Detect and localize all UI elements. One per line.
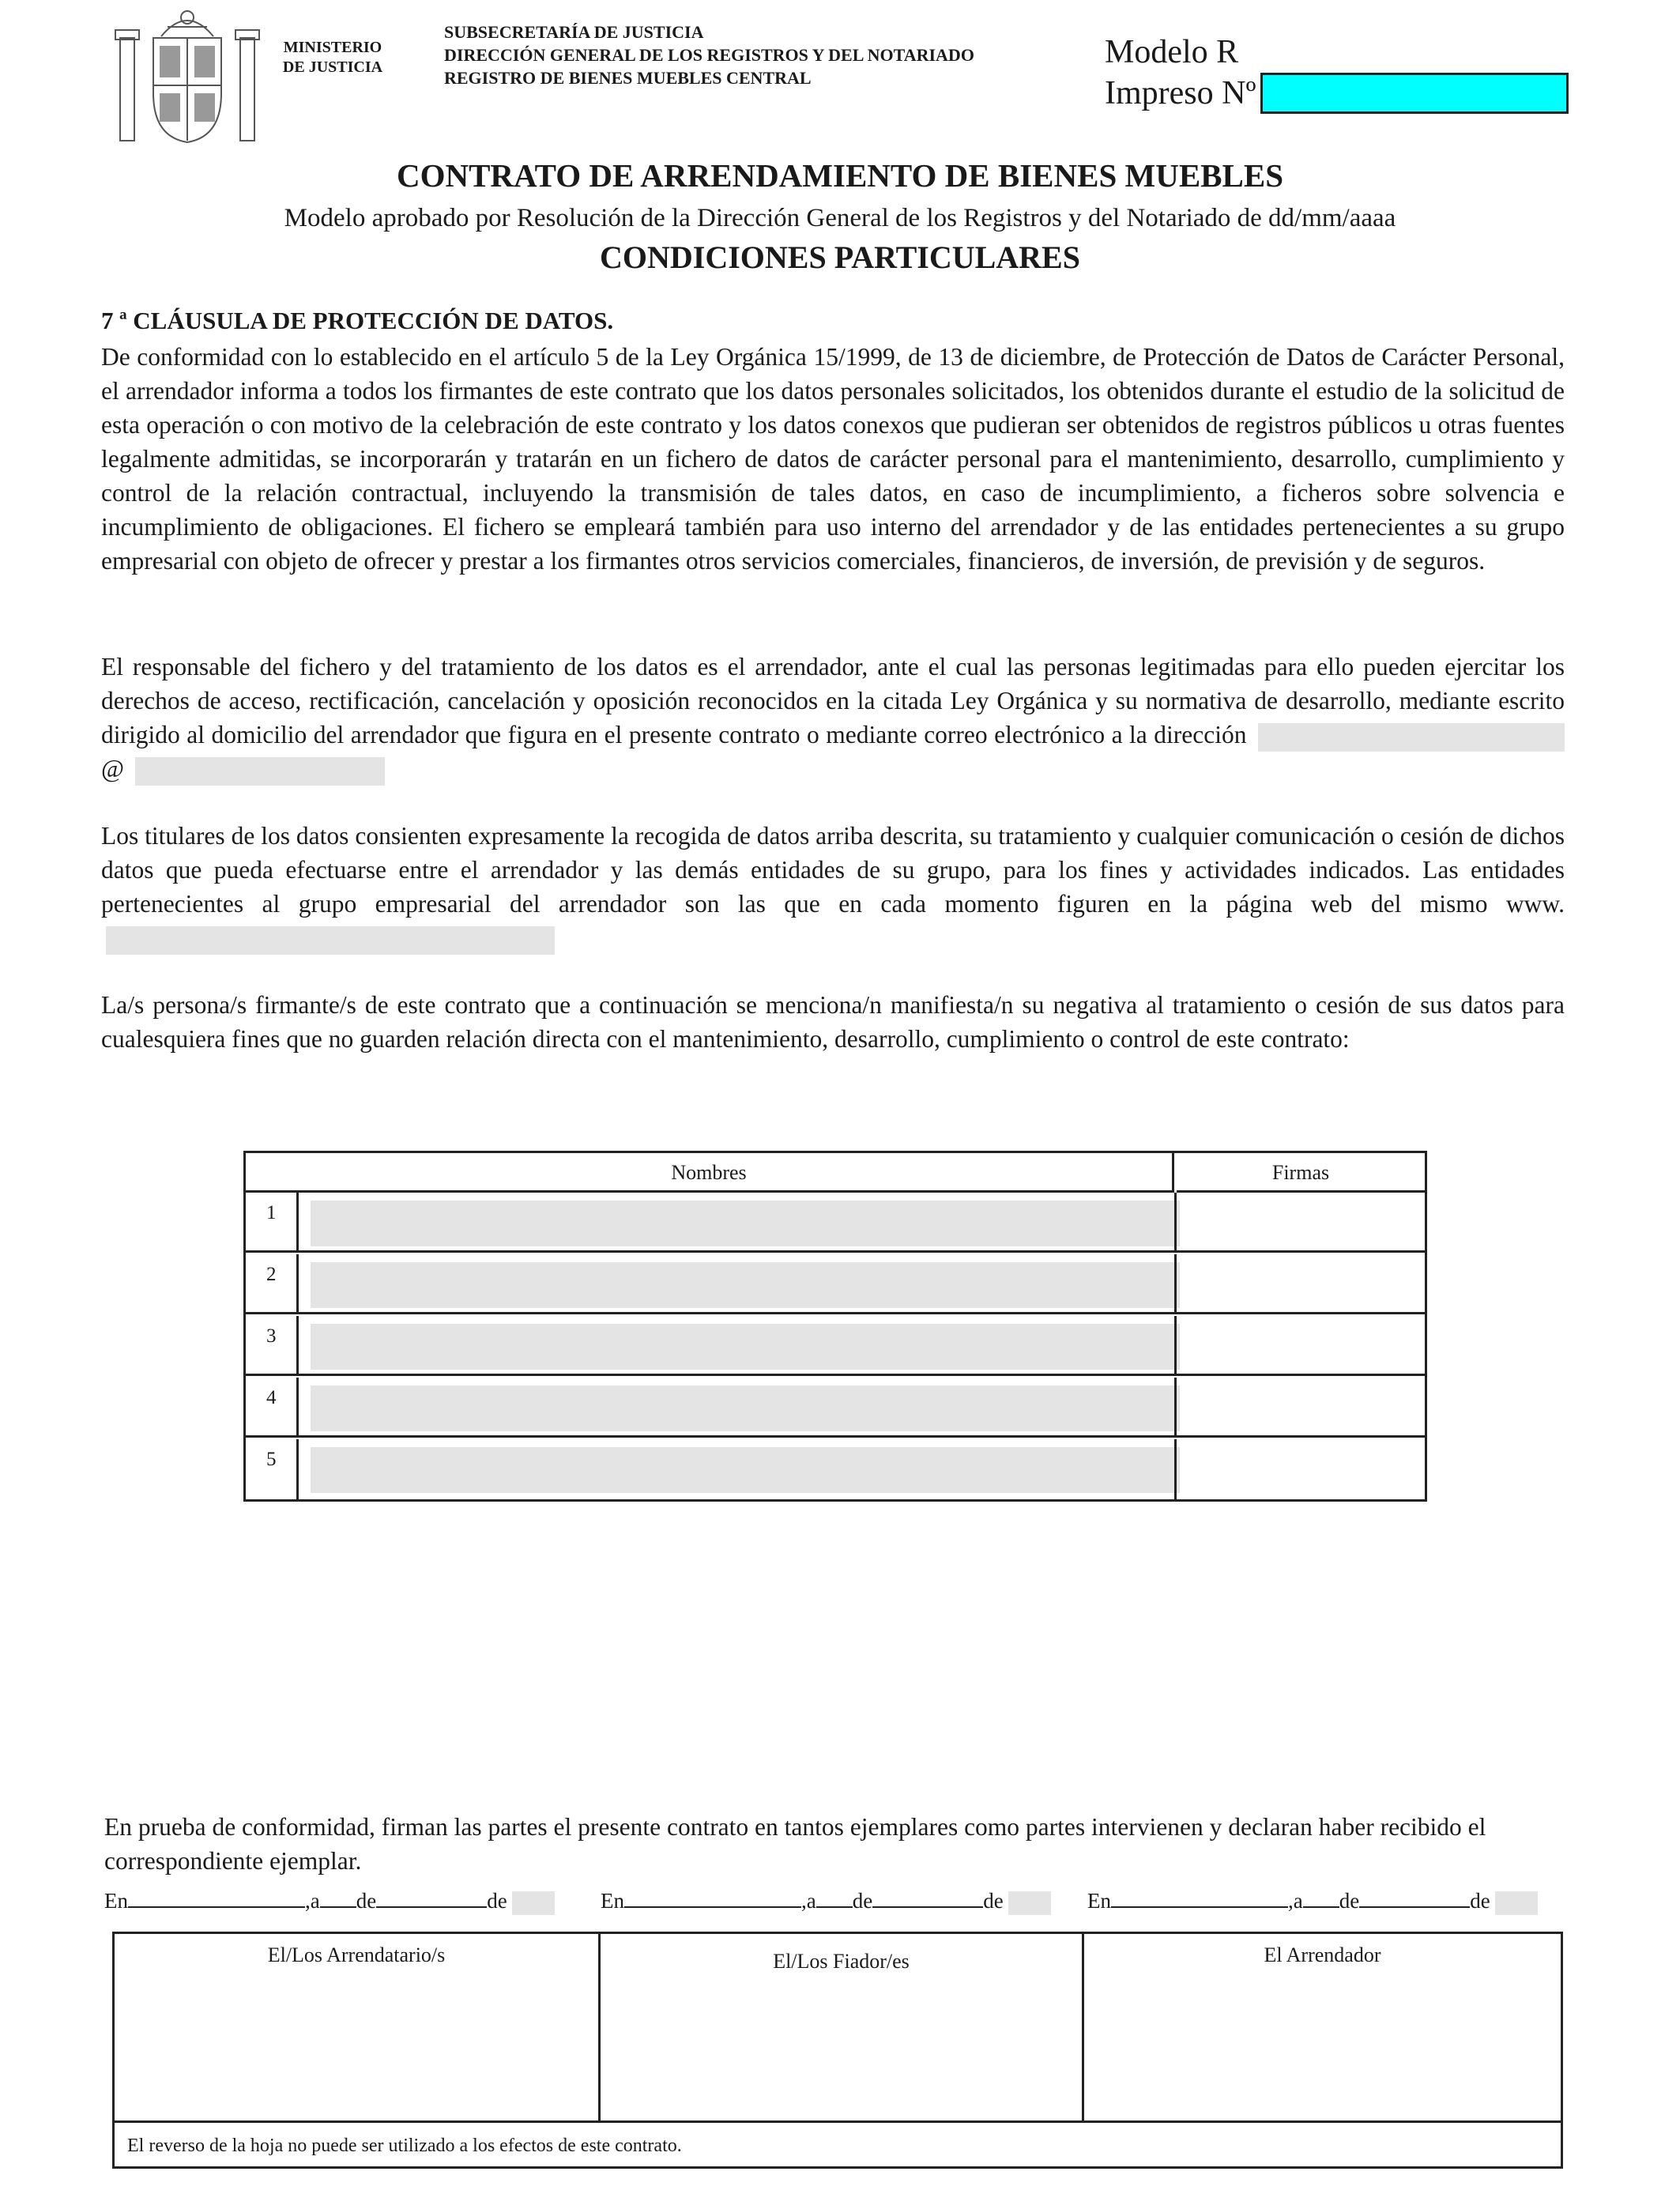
arrendatario-signature-box[interactable] — [115, 1934, 598, 2120]
table-row — [246, 1316, 1425, 1376]
a-label: ,a — [801, 1889, 816, 1913]
place-input[interactable] — [624, 1886, 801, 1908]
day-input[interactable] — [320, 1886, 356, 1908]
a-label: ,a — [305, 1889, 320, 1913]
coat-of-arms-icon — [112, 6, 262, 147]
month-input[interactable] — [376, 1886, 487, 1908]
signatures-column-header: Firmas — [1177, 1153, 1425, 1193]
reverse-notice: El reverso de la hoja no puede ser utilizado a los efectos de este contrato. — [115, 2120, 1561, 2169]
de-label: de — [487, 1889, 507, 1913]
place-date-fiador — [601, 1886, 1051, 1915]
signatures-table — [112, 1932, 1563, 2169]
place-date-arrendador — [1087, 1886, 1538, 1915]
name-field[interactable] — [311, 1447, 1180, 1493]
print-number-field[interactable] — [1260, 73, 1569, 114]
subsec-line-2: DIRECCIÓN GENERAL DE LOS REGISTROS Y DEL NOTARIADO — [444, 45, 974, 65]
signature-divider — [1174, 1316, 1177, 1374]
row-number: 5 — [246, 1439, 299, 1499]
de-label: de — [852, 1889, 873, 1913]
table-row — [246, 1193, 1425, 1253]
ministry-name — [281, 38, 384, 77]
document-subtitle: Modelo aprobado por Resolución de la Dirección General de los Registros y del Notariado de dd/mm/aaaa — [284, 204, 1396, 232]
year-field[interactable] — [512, 1891, 555, 1915]
paragraph-2 — [101, 650, 1565, 786]
email-domain-field[interactable] — [135, 757, 385, 786]
closing-statement: En prueba de conformidad, firman las partes el presente contrato en tantos ejemplares como partes intervienen y declaran haber recibido el correspondiente ejemplar. — [104, 1813, 1486, 1875]
month-input[interactable] — [1359, 1886, 1470, 1908]
table-row — [246, 1254, 1425, 1314]
table-row — [246, 1378, 1425, 1438]
arrendador-label: El Arrendador — [1264, 1943, 1381, 1966]
name-field[interactable] — [311, 1324, 1180, 1370]
row-number: 4 — [246, 1378, 299, 1435]
subsec-line-3: REGISTRO DE BIENES MUEBLES CENTRAL — [444, 68, 812, 88]
ministry-line-2: DE JUSTICIA — [282, 58, 383, 76]
signature-divider — [1174, 1439, 1177, 1499]
day-input[interactable] — [816, 1886, 853, 1908]
subsec-line-1: SUBSECRETARÍA DE JUSTICIA — [444, 22, 704, 42]
signature-divider — [1174, 1378, 1177, 1435]
email-user-field[interactable] — [1258, 723, 1565, 752]
year-field[interactable] — [1495, 1891, 1538, 1915]
issuing-office — [444, 21, 974, 89]
a-label: ,a — [1288, 1889, 1303, 1913]
document-title: CONTRATO DE ARRENDAMIENTO DE BIENES MUEBLES — [396, 157, 1284, 194]
model-label: Modelo R — [1105, 34, 1239, 70]
paragraph-3-text: Los titulares de los datos consienten expresamente la recogida de datos arriba descrita, su tratamiento y cualquier comunicación o cesión de dichos datos que pueda efectuarse entre el arrendador y las demás entidades de su grupo, para los fines y actividades indicados. Las entidades pertenecientes al grupo empresarial del arrendador son las que en cada momento figuren en la página web del mismo www. — [101, 822, 1565, 918]
paragraph-1: De conformidad con lo establecido en el artículo 5 de la Ley Orgánica 15/1999, de 13 de diciembre, de Protección de Datos de Carácter Personal, el arrendador informa a todos los firmantes de este contrato que los datos personales solicitados, los obtenidos durante el estudio de la solicitud de esta operación o con motivo de la celebración de este contrato y los datos conexos que pudieran ser obtenidos de registros públicos u otras fuentes legalmente admitidas, se incorporarán y tratarán en un fichero de datos de carácter personal para el mantenimiento, desarrollo, cumplimiento y control de la relación contractual, incluyendo la transmisión de tales datos, en caso de incumplimiento, a ficheros sobre solvencia e incumplimiento de obligaciones. El fichero se empleará también para uso interno del arrendador y de las entidades pertenecientes a su grupo empresarial con objeto de ofrecer y prestar a los firmantes otros servicios comerciales, financieros, de inversión, de previsión y de seguros. — [101, 343, 1565, 575]
paragraph-3 — [101, 819, 1565, 955]
paragraph-4: La/s persona/s firmante/s de este contrato que a continuación se menciona/n manifiesta/n su negativa al tratamiento o cesión de sus datos para cualesquiera fines que no guarden relación directa con el mantenimiento, desarrollo, cumplimiento o control de este contrato: — [101, 991, 1565, 1053]
name-field[interactable] — [311, 1385, 1180, 1431]
signature-divider — [1174, 1254, 1177, 1312]
row-number: 2 — [246, 1254, 299, 1312]
day-input[interactable] — [1303, 1886, 1339, 1908]
de-label: de — [1339, 1889, 1360, 1913]
place-date-arrendatario — [104, 1886, 555, 1915]
print-number-row — [1105, 73, 1569, 114]
row-number: 3 — [246, 1316, 299, 1374]
month-input[interactable] — [872, 1886, 983, 1908]
fiador-label: El/Los Fiador/es — [773, 1950, 910, 1973]
signature-divider — [1174, 1193, 1177, 1250]
paragraph-2-text: El responsable del fichero y del tratamiento de los datos es el arrendador, ante el cual las personas legitimadas para ello pueden ejercitar los derechos de acceso, rectificación, cancelación y oposición reconocidos en la citada Ley Orgánica y su normativa de desarrollo, mediante escrito dirigido al domicilio del arrendador que figura en el presente contrato o mediante correo electrónico a la dirección — [101, 653, 1565, 748]
name-field[interactable] — [311, 1262, 1180, 1308]
clause-heading: 7 ª CLÁUSULA DE PROTECCIÓN DE DATOS. — [101, 307, 614, 334]
name-field[interactable] — [311, 1201, 1180, 1246]
en-label: En — [1087, 1889, 1111, 1913]
arrendatario-label: El/Los Arrendatario/s — [267, 1943, 446, 1966]
email-at-sign: @ — [101, 755, 125, 782]
place-input[interactable] — [1111, 1886, 1288, 1908]
row-number: 1 — [246, 1193, 299, 1250]
ministry-line-1: MINISTERIO — [283, 39, 382, 56]
names-column-header: Nombres — [246, 1153, 1174, 1193]
de-label: de — [1470, 1889, 1490, 1913]
arrendador-signature-box[interactable] — [1082, 1934, 1561, 2120]
table-row — [246, 1439, 1425, 1499]
website-field[interactable] — [106, 926, 555, 955]
en-label: En — [104, 1889, 128, 1913]
place-input[interactable] — [128, 1886, 305, 1908]
section-title: CONDICIONES PARTICULARES — [600, 239, 1080, 275]
de-label: de — [983, 1889, 1004, 1913]
place-date-lines — [104, 1886, 1579, 1914]
objection-signers-table — [243, 1151, 1427, 1502]
fiador-signature-box[interactable] — [598, 1934, 1082, 2120]
de-label: de — [356, 1889, 377, 1913]
print-number-label: Impreso Nº — [1105, 75, 1256, 111]
year-field[interactable] — [1008, 1891, 1051, 1915]
en-label: En — [601, 1889, 624, 1913]
